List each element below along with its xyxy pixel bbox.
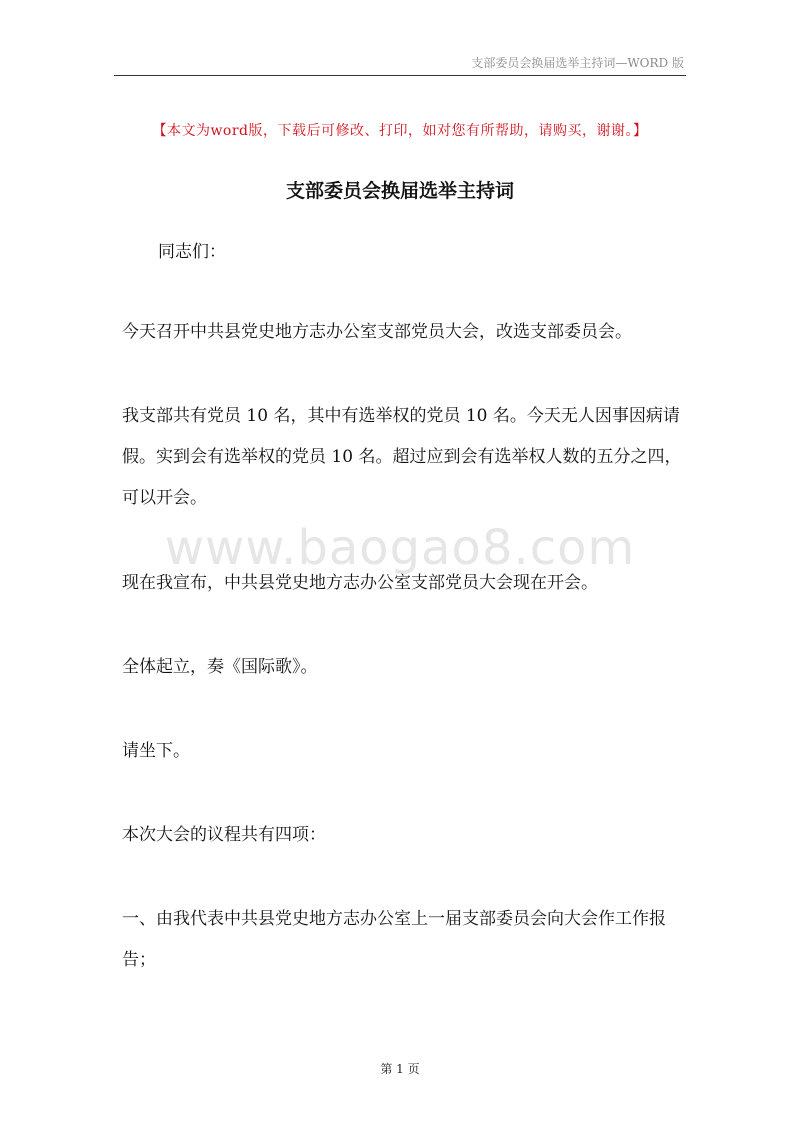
paragraph-agenda-item-1: 一、由我代表中共县党史地方志办公室上一届支部委员会向大会作工作报告； — [122, 909, 666, 970]
header-divider — [114, 75, 686, 76]
paragraph-agenda-intro: 本次大会的议程共有四项： — [122, 825, 326, 845]
paragraph-sit-down: 请坐下。 — [122, 741, 190, 761]
page-header-text: 支部委员会换届选举主持词—WORD 版 — [471, 56, 684, 70]
page-number: 第 1 页 — [380, 1062, 420, 1076]
watermark: www.baogao8.com — [164, 520, 636, 576]
paragraph-attendance: 我支部共有党员 10 名，其中有选举权的党员 10 名。今天无人因事因病请假。实到会有选举权的党员 10 名。超过应到会有选举权人数的五分之四，可以开会。 — [122, 406, 682, 508]
paragraph-announcement: 现在我宣布，中共县党史地方志办公室支部党员大会现在开会。 — [122, 573, 598, 593]
paragraph-salutation: 同志们： — [158, 242, 226, 262]
purchase-notice: 【本文为word版，下载后可修改、打印，如对您有所帮助，请购买，谢谢。】 — [152, 123, 648, 139]
paragraph-anthem: 全体起立，奏《国际歌》。 — [122, 657, 318, 677]
paragraph-opening: 今天召开中共县党史地方志办公室支部党员大会，改选支部委员会。 — [122, 322, 632, 342]
document-title: 支部委员会换届选举主持词 — [285, 180, 514, 202]
